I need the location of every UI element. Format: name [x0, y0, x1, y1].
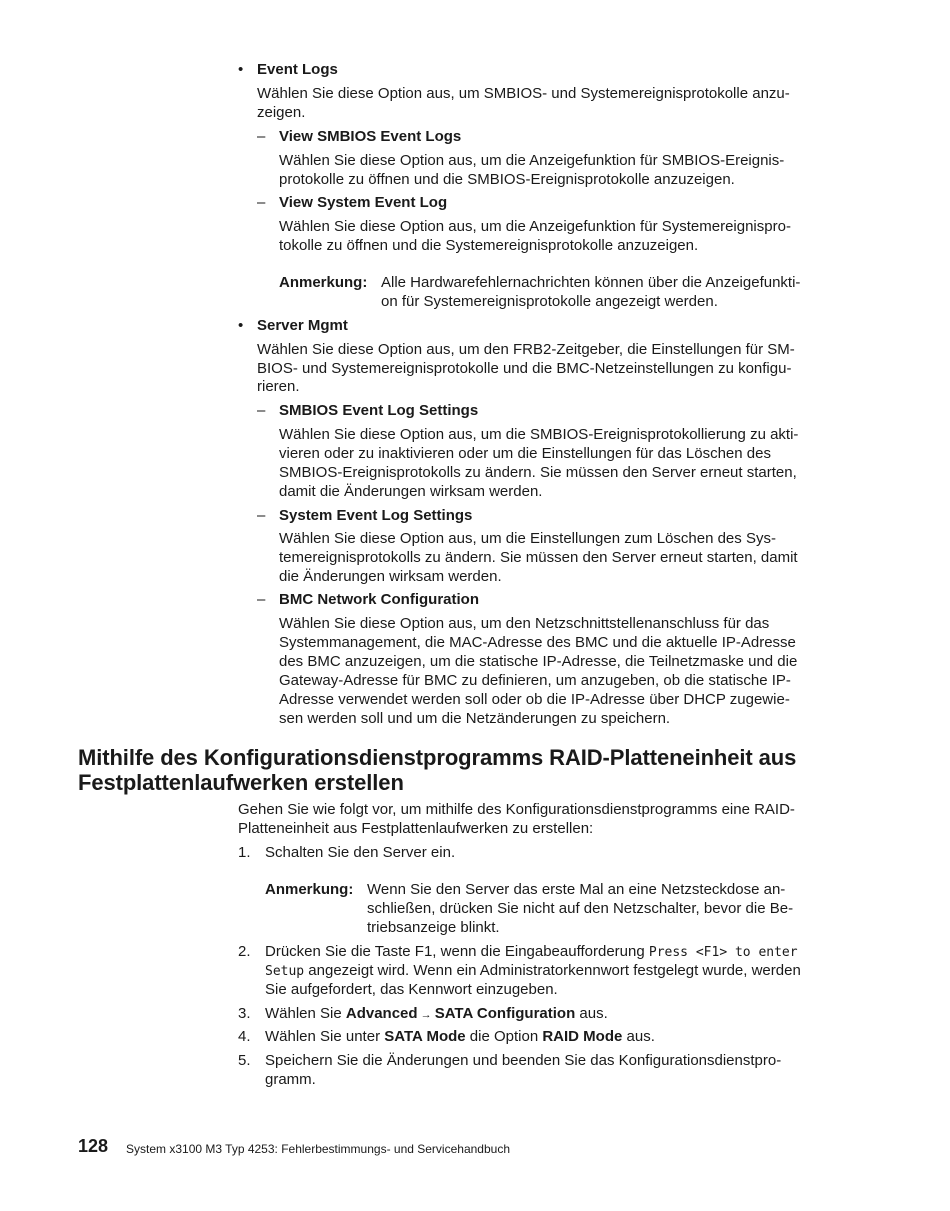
view-system-desc-line-2: tokolle zu öffnen und die Systemereignisprotokolle anzuzeigen. — [279, 237, 699, 254]
smbios-settings-desc-line-4: damit die Änderungen wirksam werden. — [279, 483, 543, 500]
bmc-network-desc-line-6: sen werden soll und um die Netzänderungen zu speichern. — [279, 710, 671, 727]
note-text-line-1: Wenn Sie den Server das erste Mal an eine Netzsteckdose an- — [367, 881, 786, 898]
bullet-marker: • — [238, 61, 244, 78]
server-mgmt-desc-line-2: BIOS- und Systemereignisprotokolle und die BMC-Netzeinstellungen zu konfigu- — [257, 360, 792, 377]
raid-mode-label: RAID Mode — [542, 1028, 623, 1045]
bmc-network-configuration-title: BMC Network Configuration — [279, 591, 479, 608]
server-mgmt-desc-line-1: Wählen Sie diese Option aus, um den FRB2-Zeitgeber, die Einstellungen für SM- — [257, 341, 795, 358]
step-2-line-3: Sie aufgefordert, das Kennwort einzugeben. — [265, 981, 558, 998]
step-5-line-2: gramm. — [265, 1071, 316, 1088]
step-2-text-pre: Drücken Sie die Taste F1, wenn die Eingabeaufforderung — [265, 943, 649, 960]
system-event-log-settings-title: System Event Log Settings — [279, 507, 473, 524]
step-3-text — [265, 1004, 608, 1025]
step-2-line-1 — [265, 942, 798, 962]
dash-marker: – — [257, 194, 266, 211]
system-settings-desc-line-3: die Änderungen wirksam werden. — [279, 568, 502, 585]
bullet-marker: • — [238, 317, 244, 334]
dash-marker: – — [257, 591, 266, 608]
event-logs-title: Event Logs — [257, 61, 338, 78]
view-smbios-desc-line-2: protokolle zu öffnen und die SMBIOS-Ereignisprotokolle anzuzeigen. — [279, 171, 735, 188]
step-3-post: aus. — [575, 1005, 608, 1022]
note-text-line-2: schließen, drücken Sie nicht auf den Netzschalter, bevor die Be- — [367, 900, 794, 917]
event-logs-desc-line-1: Wählen Sie diese Option aus, um SMBIOS- und Systemereignisprotokolle anzu- — [257, 85, 790, 102]
step-2-code-prompt: Press <F1> to enter — [648, 945, 798, 960]
view-system-event-log-title: View System Event Log — [279, 194, 448, 211]
section-heading-line-1: Mithilfe des Konfigurationsdienstprogramms RAID-Platteneinheit aus — [78, 745, 797, 770]
step-number: 1. — [238, 844, 251, 861]
step-number: 3. — [238, 1005, 251, 1022]
dash-marker: – — [257, 128, 266, 145]
step-number: 5. — [238, 1052, 251, 1069]
step-4-post: aus. — [622, 1028, 655, 1045]
intro-line-1: Gehen Sie wie folgt vor, um mithilfe des Konfigurationsdienstprogramms eine RAID- — [238, 801, 795, 818]
system-settings-desc-line-1: Wählen Sie diese Option aus, um die Einstellungen zum Löschen des Sys- — [279, 530, 776, 547]
system-settings-desc-line-2: temereignisprotokolls zu ändern. Sie müssen den Server erneut starten, damit — [279, 549, 798, 566]
bmc-network-desc-line-5: Adresse verwendet werden soll oder ob die IP-Adresse über DHCP zugewie- — [279, 691, 790, 708]
server-mgmt-desc-line-3: rieren. — [257, 378, 300, 395]
bmc-network-desc-line-1: Wählen Sie diese Option aus, um den Netzschnittstellenanschluss für das — [279, 615, 770, 632]
intro-line-2: Platteneinheit aus Festplattenlaufwerken zu erstellen: — [238, 820, 594, 837]
bmc-network-desc-line-2: Systemmanagement, die MAC-Adresse des BMC und die aktuelle IP-Adresse — [279, 634, 796, 651]
event-logs-desc-line-2: zeigen. — [257, 104, 306, 121]
step-number: 2. — [238, 943, 251, 960]
smbios-event-log-settings-title: SMBIOS Event Log Settings — [279, 402, 479, 419]
step-4-pre: Wählen Sie unter — [265, 1028, 385, 1045]
note-label: Anmerkung: — [279, 274, 368, 291]
view-smbios-desc-line-1: Wählen Sie diese Option aus, um die Anzeigefunktion für SMBIOS-Ereignis- — [279, 152, 785, 169]
advanced-menu-label: Advanced — [345, 1005, 418, 1022]
smbios-settings-desc-line-3: SMBIOS-Ereignisprotokolls zu ändern. Sie müssen den Server erneut starten, — [279, 464, 797, 481]
arrow-icon: → — [417, 1009, 435, 1021]
bmc-network-desc-line-4: Gateway-Adresse für BMC zu definieren, um anzugeben, ob die statische IP- — [279, 672, 791, 689]
note-text-line-2: on für Systemereignisprotokolle angezeigt werden. — [381, 293, 718, 310]
note-label: Anmerkung: — [265, 881, 354, 898]
page-number: 128 — [78, 1136, 109, 1156]
note-text-line-1: Alle Hardwarefehlernachrichten können über die Anzeigefunkti- — [381, 274, 801, 291]
sata-mode-label: SATA Mode — [384, 1028, 466, 1045]
step-2-line-2 — [265, 961, 801, 981]
sata-configuration-label: SATA Configuration — [434, 1005, 576, 1022]
server-mgmt-title: Server Mgmt — [257, 317, 348, 334]
view-system-desc-line-1: Wählen Sie diese Option aus, um die Anzeigefunktion für Systemereignispro- — [279, 218, 791, 235]
view-smbios-event-logs-title: View SMBIOS Event Logs — [279, 128, 462, 145]
footer-book-title: System x3100 M3 Typ 4253: Fehlerbestimmungs- und Servicehandbuch — [126, 1142, 510, 1156]
step-2-text-post: angezeigt wird. Wenn ein Administratorkennwort festgelegt wurde, werden — [304, 962, 801, 979]
step-4-mid: die Option — [465, 1028, 543, 1045]
section-heading-line-2: Festplattenlaufwerken erstellen — [78, 770, 404, 795]
step-2-code-setup: Setup — [265, 964, 305, 979]
step-3-pre: Wählen Sie — [265, 1005, 346, 1022]
step-1-text: Schalten Sie den Server ein. — [265, 844, 456, 861]
dash-marker: – — [257, 507, 266, 524]
step-number: 4. — [238, 1028, 251, 1045]
smbios-settings-desc-line-2: vieren oder zu inaktivieren oder um die Einstellungen für das Löschen des — [279, 445, 771, 462]
smbios-settings-desc-line-1: Wählen Sie diese Option aus, um die SMBIOS-Ereignisprotokollierung zu akti- — [279, 426, 799, 443]
dash-marker: – — [257, 402, 266, 419]
step-4-text — [265, 1027, 655, 1046]
note-text-line-3: triebsanzeige blinkt. — [367, 919, 500, 936]
step-5-line-1: Speichern Sie die Änderungen und beenden Sie das Konfigurationsdienstpro- — [265, 1052, 782, 1069]
bmc-network-desc-line-3: des BMC anzuzeigen, um die statische IP-Adresse, die Teilnetzmaske und die — [279, 653, 798, 670]
